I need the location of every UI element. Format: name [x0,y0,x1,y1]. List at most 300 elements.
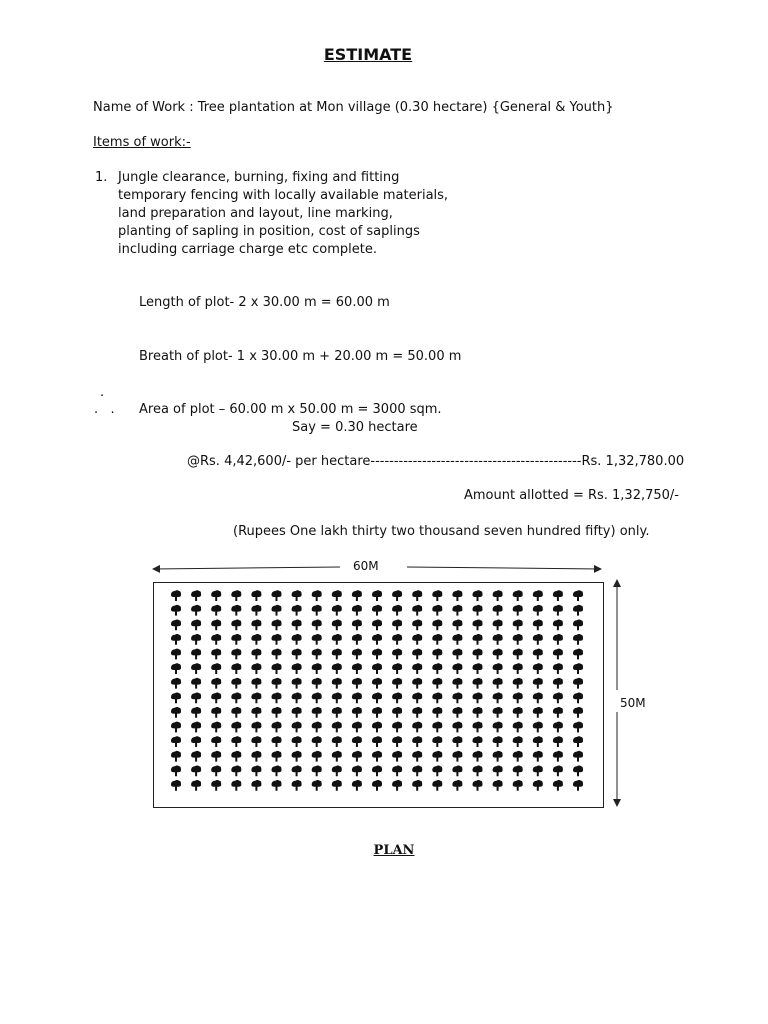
tree-icon [513,751,523,762]
tree-icon [553,619,563,630]
tree-icon [513,722,523,733]
tree-icon [452,692,462,703]
tree-icon [533,765,543,776]
tree-icon [312,751,322,762]
tree-icon [473,634,483,645]
tree-icon [251,590,261,601]
tree-icon [352,619,362,630]
tree-icon [573,692,583,703]
tree-icon [292,663,302,674]
tree-icon [171,780,181,791]
tree-icon [392,736,402,747]
tree-icon [171,751,181,762]
tree-icon [352,605,362,616]
tree-icon [292,751,302,762]
tree-icon [332,751,342,762]
item-line-4: planting of sapling in position, cost of saplings [118,224,420,239]
tree-icon [553,678,563,689]
tree-grid [154,583,605,809]
plantation-plot [153,582,604,808]
tree-icon [452,707,462,718]
tree-icon [332,678,342,689]
tree-icon [272,619,282,630]
tree-icon [493,765,503,776]
tree-icon [573,663,583,674]
tree-icon [392,590,402,601]
tree-icon [272,765,282,776]
tree-icon [573,649,583,660]
tree-icon [272,678,282,689]
tree-icon [231,765,241,776]
tree-icon [171,649,181,660]
tree-icon [493,780,503,791]
tree-icon [332,722,342,733]
tree-icon [412,765,422,776]
tree-icon [392,722,402,733]
tree-icon [272,722,282,733]
tree-icon [493,663,503,674]
tree-icon [332,649,342,660]
tree-icon [513,590,523,601]
tree-icon [452,765,462,776]
say-hectare: Say = 0.30 hectare [292,420,418,435]
tree-icon [432,649,442,660]
tree-icon [573,751,583,762]
tree-icon [412,590,422,601]
tree-icon [352,707,362,718]
tree-icon [553,751,563,762]
tree-icon [332,634,342,645]
tree-icon [372,751,382,762]
tree-icon [533,605,543,616]
tree-icon [211,692,221,703]
tree-icon [171,590,181,601]
tree-icon [392,707,402,718]
tree-icon [272,605,282,616]
tree-icon [191,678,201,689]
tree-icon [272,780,282,791]
tree-icon [553,634,563,645]
tree-icon [452,619,462,630]
tree-icon [272,663,282,674]
tree-icon [533,751,543,762]
tree-icon [352,634,362,645]
tree-icon [452,751,462,762]
tree-icon [432,707,442,718]
tree-icon [412,692,422,703]
tree-icon [312,649,322,660]
tree-icon [191,590,201,601]
width-arrow-right [407,567,601,569]
tree-icon [332,780,342,791]
tree-icon [332,605,342,616]
tree-icon [473,605,483,616]
tree-icon [513,605,523,616]
name-of-work: Name of Work : Tree plantation at Mon village (0.30 hectare) {General & Youth} [93,100,614,115]
tree-icon [412,707,422,718]
tree-icon [533,707,543,718]
tree-icon [251,780,261,791]
tree-icon [553,605,563,616]
tree-icon [211,649,221,660]
items-heading: Items of work:- [93,135,191,150]
tree-icon [171,634,181,645]
tree-icon [513,692,523,703]
stray-dot: . [100,385,105,400]
tree-icon [231,707,241,718]
tree-icon [392,663,402,674]
tree-icon [372,765,382,776]
tree-icon [553,765,563,776]
tree-icon [332,692,342,703]
item-line-2: temporary fencing with locally available materials, [118,188,449,203]
tree-icon [533,590,543,601]
tree-icon [171,678,181,689]
tree-icon [493,590,503,601]
tree-icon [432,590,442,601]
breadth-of-plot: Breath of plot- 1 x 30.00 m + 20.00 m = 50.00 m [139,349,462,364]
tree-icon [432,678,442,689]
tree-icon [312,590,322,601]
tree-icon [553,780,563,791]
tree-icon [251,692,261,703]
tree-icon [573,619,583,630]
tree-icon [251,707,261,718]
tree-icon [352,590,362,601]
tree-icon [211,736,221,747]
tree-icon [493,605,503,616]
tree-icon [191,751,201,762]
tree-icon [493,678,503,689]
tree-icon [292,605,302,616]
tree-icon [493,707,503,718]
tree-icon [533,722,543,733]
tree-icon [493,619,503,630]
tree-icon [231,663,241,674]
tree-icon [473,780,483,791]
tree-icon [231,780,241,791]
tree-icon [171,736,181,747]
tree-icon [412,678,422,689]
tree-icon [251,619,261,630]
tree-icon [553,649,563,660]
tree-icon [372,590,382,601]
tree-icon [473,678,483,689]
tree-icon [191,765,201,776]
amount-in-words: (Rupees One lakh thirty two thousand seven hundred fifty) only. [233,524,650,539]
tree-icon [312,634,322,645]
tree-icon [553,722,563,733]
item-line-1: Jungle clearance, burning, fixing and fitting [118,170,400,185]
tree-icon [533,619,543,630]
tree-icon [432,751,442,762]
tree-icon [332,765,342,776]
page-title: ESTIMATE [323,45,413,64]
tree-icon [292,692,302,703]
tree-icon [573,765,583,776]
tree-icon [553,707,563,718]
tree-icon [573,736,583,747]
tree-icon [392,605,402,616]
tree-icon [412,634,422,645]
tree-icon [452,590,462,601]
tree-icon [513,707,523,718]
tree-icon [473,663,483,674]
tree-icon [211,605,221,616]
tree-icon [473,590,483,601]
tree-icon [312,707,322,718]
tree-icon [191,663,201,674]
tree-icon [432,663,442,674]
tree-icon [272,751,282,762]
tree-icon [171,722,181,733]
tree-icon [473,765,483,776]
tree-icon [312,692,322,703]
tree-icon [211,765,221,776]
tree-icon [372,707,382,718]
tree-icon [272,649,282,660]
tree-icon [251,722,261,733]
tree-icon [493,722,503,733]
tree-icon [493,692,503,703]
tree-icon [292,619,302,630]
tree-icon [553,692,563,703]
tree-icon [392,619,402,630]
tree-icon [473,736,483,747]
tree-icon [191,619,201,630]
tree-icon [372,663,382,674]
tree-icon [412,649,422,660]
tree-icon [372,634,382,645]
tree-icon [211,663,221,674]
tree-icon [312,663,322,674]
tree-icon [272,736,282,747]
tree-icon [513,736,523,747]
tree-icon [573,590,583,601]
tree-icon [211,634,221,645]
tree-icon [372,692,382,703]
tree-icon [372,649,382,660]
tree-icon [452,605,462,616]
tree-icon [392,751,402,762]
tree-icon [513,765,523,776]
tree-icon [231,649,241,660]
tree-icon [533,649,543,660]
rate-line: @Rs. 4,42,600/- per hectare---------------------------------------------Rs. 1,32,780.00 [187,454,685,469]
tree-icon [432,692,442,703]
tree-icon [412,780,422,791]
tree-icon [312,765,322,776]
tree-icon [432,736,442,747]
tree-icon [473,619,483,630]
tree-icon [332,707,342,718]
tree-icon [452,722,462,733]
tree-icon [292,780,302,791]
tree-icon [231,634,241,645]
tree-icon [452,678,462,689]
tree-icon [573,780,583,791]
tree-icon [171,707,181,718]
tree-icon [473,649,483,660]
tree-icon [432,605,442,616]
tree-icon [513,678,523,689]
tree-icon [372,678,382,689]
tree-icon [392,765,402,776]
tree-icon [452,663,462,674]
tree-icon [372,780,382,791]
tree-icon [553,736,563,747]
tree-icon [211,722,221,733]
tree-icon [533,736,543,747]
tree-icon [171,692,181,703]
tree-icon [392,678,402,689]
item-line-5: including carriage charge etc complete. [118,242,377,257]
tree-icon [412,722,422,733]
tree-icon [211,707,221,718]
tree-icon [352,663,362,674]
tree-icon [372,619,382,630]
tree-icon [272,692,282,703]
tree-icon [191,722,201,733]
tree-icon [392,649,402,660]
tree-icon [432,765,442,776]
tree-icon [533,678,543,689]
tree-icon [272,707,282,718]
tree-icon [211,780,221,791]
tree-icon [452,736,462,747]
tree-icon [493,649,503,660]
tree-icon [352,678,362,689]
tree-icon [251,765,261,776]
tree-icon [251,736,261,747]
tree-icon [171,605,181,616]
item-number: 1. [95,170,108,185]
tree-icon [473,722,483,733]
tree-icon [231,736,241,747]
tree-icon [312,736,322,747]
tree-icon [372,605,382,616]
tree-icon [292,722,302,733]
tree-icon [432,780,442,791]
tree-icon [352,649,362,660]
tree-icon [412,751,422,762]
tree-icon [251,751,261,762]
tree-icon [211,678,221,689]
tree-icon [191,736,201,747]
tree-icon [251,605,261,616]
tree-icon [292,707,302,718]
tree-icon [231,590,241,601]
tree-icon [231,722,241,733]
item-line-3: land preparation and layout, line marking, [118,206,393,221]
tree-icon [452,634,462,645]
tree-icon [493,634,503,645]
tree-icon [251,663,261,674]
tree-icon [533,634,543,645]
stray-dots: . . [94,402,115,417]
tree-icon [191,605,201,616]
tree-icon [312,722,322,733]
tree-icon [191,634,201,645]
tree-icon [292,590,302,601]
tree-icon [392,692,402,703]
tree-icon [312,605,322,616]
tree-icon [573,678,583,689]
tree-icon [292,678,302,689]
tree-icon [473,707,483,718]
tree-icon [533,780,543,791]
tree-icon [312,678,322,689]
tree-icon [473,692,483,703]
tree-icon [573,707,583,718]
tree-icon [352,722,362,733]
tree-icon [352,765,362,776]
tree-icon [412,736,422,747]
tree-icon [352,780,362,791]
tree-icon [272,634,282,645]
tree-icon [432,722,442,733]
tree-icon [231,692,241,703]
tree-icon [513,780,523,791]
height-label: 50M [620,696,646,710]
tree-icon [372,736,382,747]
tree-icon [513,663,523,674]
tree-icon [231,678,241,689]
tree-icon [573,722,583,733]
tree-icon [513,619,523,630]
tree-icon [553,590,563,601]
width-arrow-left [153,567,340,569]
tree-icon [191,692,201,703]
tree-icon [191,780,201,791]
tree-icon [211,619,221,630]
tree-icon [292,649,302,660]
tree-icon [392,780,402,791]
tree-icon [573,634,583,645]
tree-icon [372,722,382,733]
tree-icon [312,619,322,630]
tree-icon [231,619,241,630]
tree-icon [452,780,462,791]
tree-icon [513,634,523,645]
tree-icon [251,649,261,660]
tree-icon [533,663,543,674]
tree-icon [513,649,523,660]
tree-icon [171,765,181,776]
tree-icon [272,590,282,601]
tree-icon [292,736,302,747]
tree-icon [412,605,422,616]
tree-icon [332,590,342,601]
tree-icon [171,663,181,674]
tree-icon [332,663,342,674]
tree-icon [352,736,362,747]
tree-icon [191,707,201,718]
tree-icon [211,590,221,601]
tree-icon [292,765,302,776]
tree-icon [432,619,442,630]
amount-allotted: Amount allotted = Rs. 1,32,750/- [464,488,679,503]
tree-icon [553,663,563,674]
tree-icon [392,634,402,645]
tree-icon [292,634,302,645]
tree-icon [412,663,422,674]
tree-icon [473,751,483,762]
tree-icon [191,649,201,660]
tree-icon [352,751,362,762]
tree-icon [231,605,241,616]
tree-icon [573,605,583,616]
